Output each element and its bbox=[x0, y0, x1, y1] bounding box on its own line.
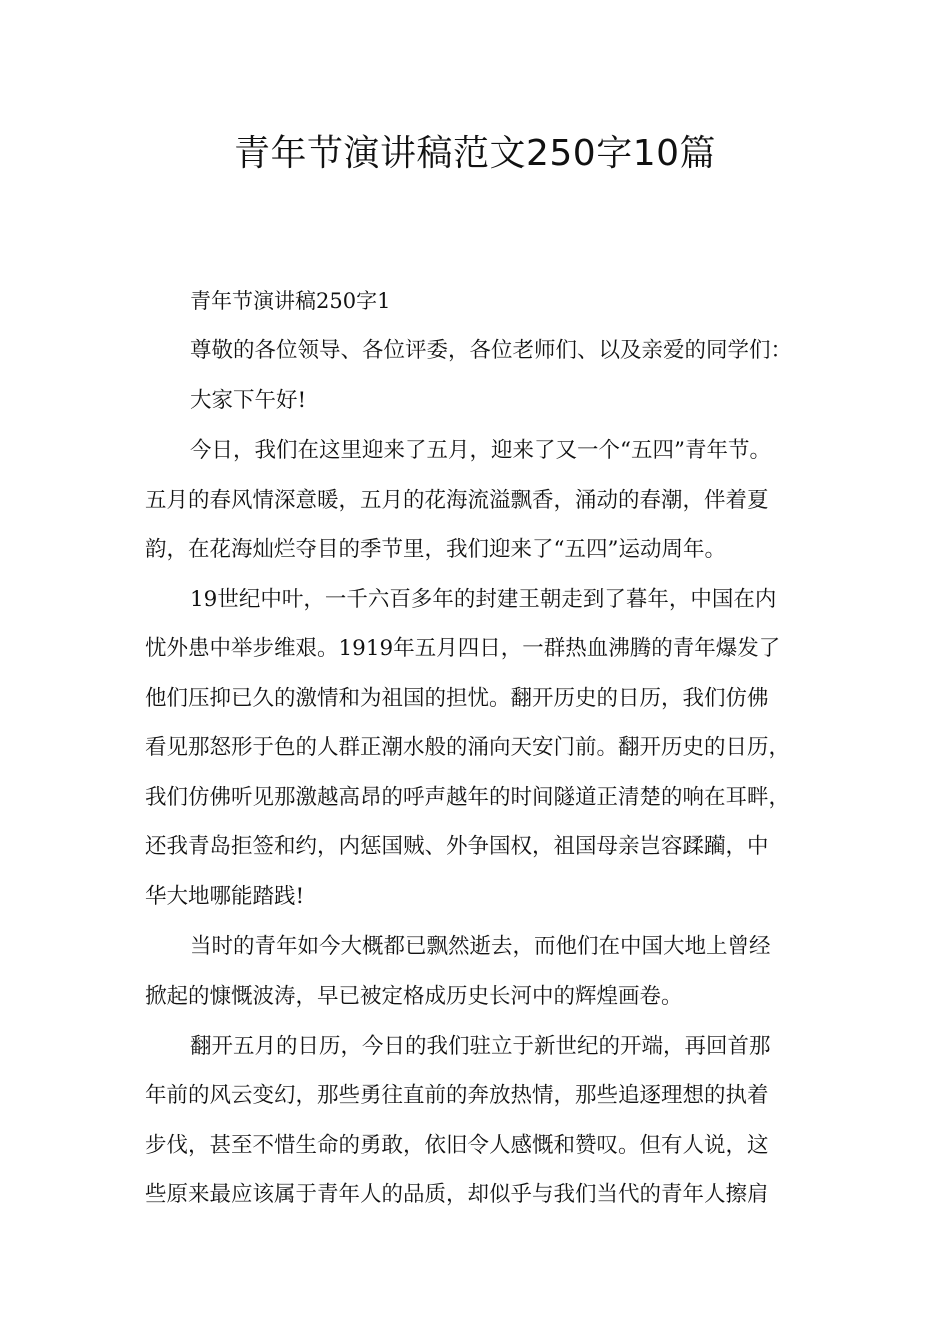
body-line: 今日，我们在这里迎来了五月，迎来了又一个“五四”青年节。 bbox=[190, 438, 771, 463]
body-line: 尊敬的各位领导、各位评委，各位老师们、以及亲爱的同学们： bbox=[190, 338, 793, 363]
body-line: 些原来最应该属于青年人的品质，却似乎与我们当代的青年人擦肩 bbox=[145, 1182, 769, 1207]
body-line: 华大地哪能踏践! bbox=[145, 884, 305, 909]
body-line: 大家下午好! bbox=[190, 388, 307, 413]
document-title: 青年节演讲稿范文250字10篇 bbox=[233, 133, 717, 174]
body-line: 步伐，甚至不惜生命的勇敢，依旧令人感慨和赞叹。但有人说，这 bbox=[145, 1133, 769, 1158]
body-line: 他们压抑已久的激情和为祖国的担忧。翻开历史的日历，我们仿佛 bbox=[145, 686, 769, 711]
section-heading: 青年节演讲稿250字1 bbox=[190, 289, 391, 313]
body-line: 五月的春风情深意暖，五月的花海流溢飘香，涌动的春潮，伴着夏 bbox=[145, 488, 769, 513]
body-line: 还我青岛拒签和约，内惩国贼、外争国权，祖国母亲岂容蹂躏，中 bbox=[145, 834, 769, 859]
body-line: 掀起的慷慨波涛，早已被定格成历史长河中的辉煌画卷。 bbox=[145, 984, 683, 1009]
body-line: 当时的青年如今大概都已飘然逝去，而他们在中国大地上曾经 bbox=[190, 934, 771, 959]
body-line: 翻开五月的日历，今日的我们驻立于新世纪的开端，再回首那 bbox=[190, 1034, 771, 1059]
body-line: 韵，在花海灿烂夺目的季节里，我们迎来了“五四”运动周年。 bbox=[145, 537, 726, 562]
body-line: 忧外患中举步维艰。1919年五月四日，一群热血沸腾的青年爆发了 bbox=[145, 636, 781, 661]
body-line: 我们仿佛听见那激越高昂的呼声越年的时间隧道正清楚的响在耳畔， bbox=[145, 785, 791, 810]
body-line: 看见那怒形于色的人群正潮水般的涌向天安门前。翻开历史的日历， bbox=[145, 735, 791, 760]
body-line: 19世纪中叶，一千六百多年的封建王朝走到了暮年，中国在内 bbox=[190, 587, 777, 612]
body-line: 年前的风云变幻，那些勇往直前的奔放热情，那些追逐理想的执着 bbox=[145, 1083, 769, 1108]
